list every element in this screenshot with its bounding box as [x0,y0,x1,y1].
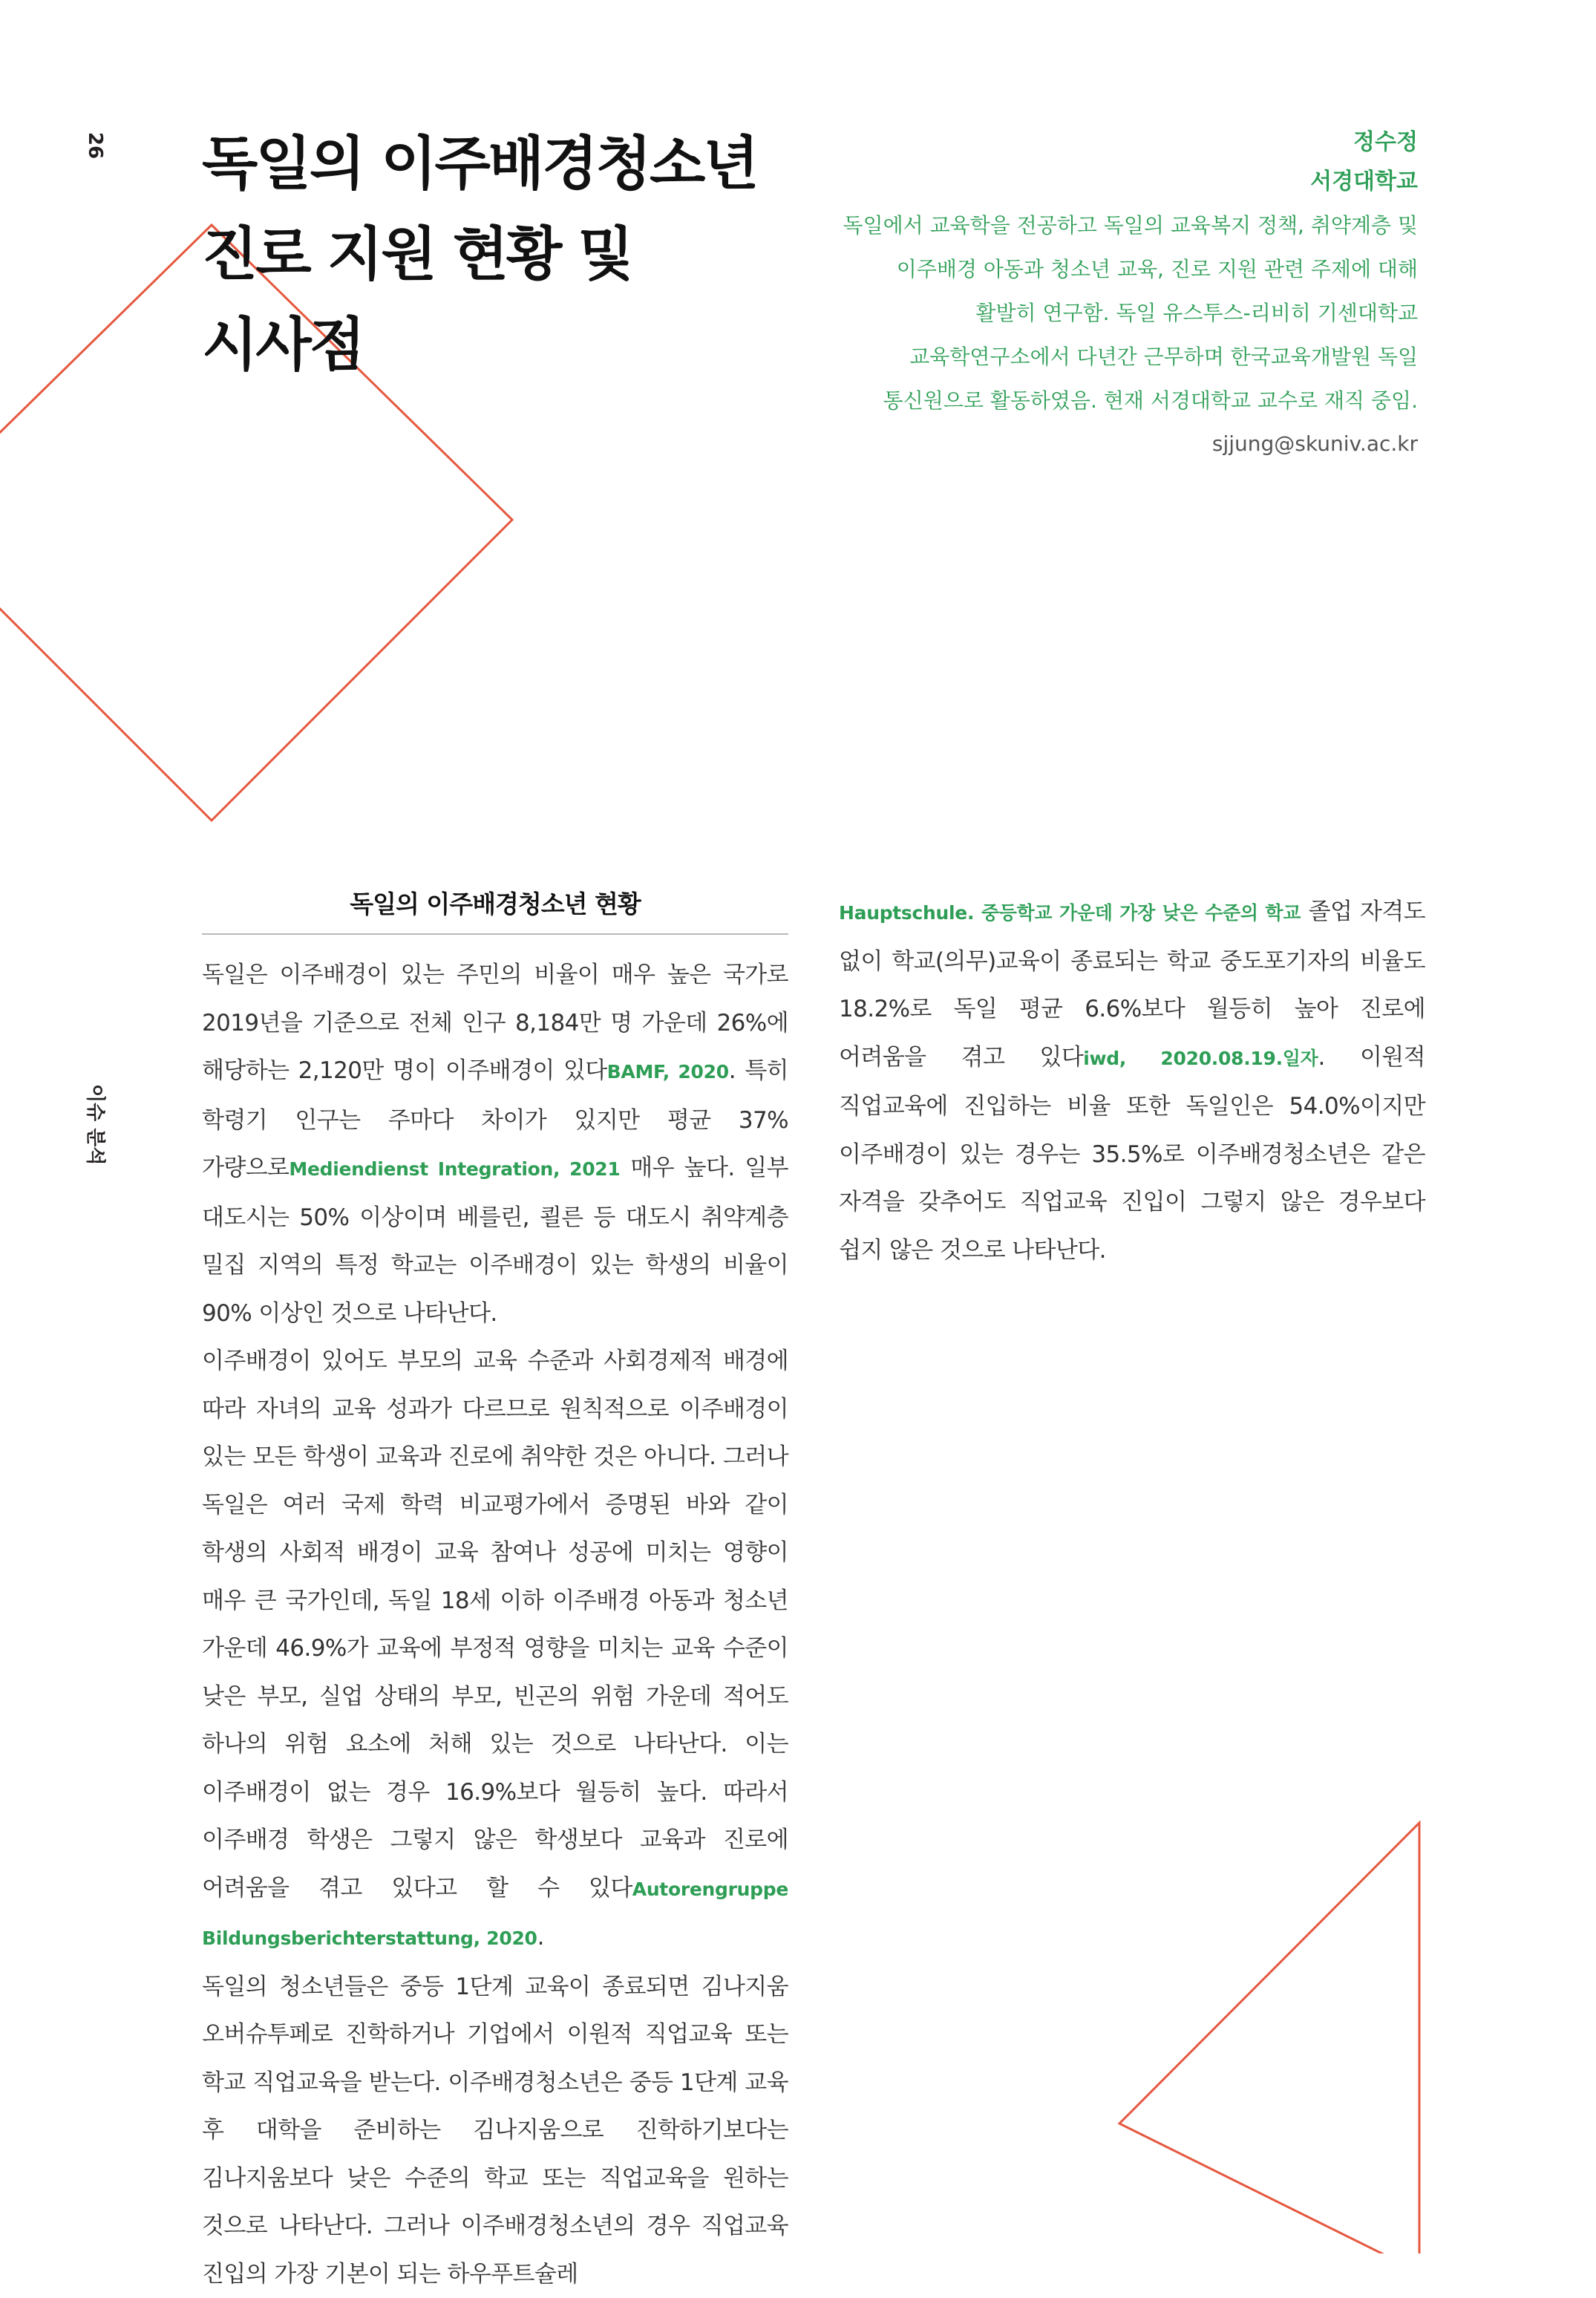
author-name: 정수정 [676,125,1418,160]
citation: Mediendienst Integration, 2021 [289,1158,620,1180]
body-paragraph [202,951,788,1337]
paragraph-text: 독일은 이주배경이 있는 주민의 비율이 매우 높은 국가로 2019년을 기준으로 전체 인구 8,184만 명 가운데 26%에 해당하는 2,120만 명이 이주배경이 있다 [202,962,788,1084]
author-bio-line: 통신원으로 활동하였음. 현재 서경대학교 교수로 재직 중임. [676,379,1418,422]
body-column-right [839,888,1425,1274]
triangle-outline [1119,1823,1419,2253]
section-tag: 이슈 분석 [80,1084,110,1143]
title-line: 독일의 이주배경청소년 [202,131,757,198]
paragraph-text: . 이원적 직업교육에 진입하는 비율 또한 독일인은 54.0%이지만 이주배경이 있는 경우는 35.5%로 이주배경청소년은 같은 자격을 갖추어도 직업교육 진입이 그렇지 않은 경우보다 쉽지 않은 것으로 나타난다. [839,1044,1425,1264]
title-line: 시사점 [202,312,363,379]
paragraph-text: 독일의 청소년들은 중등 1단계 교육이 종료되면 김나지움 오버슈투페로 진학하거나 기업에서 이원적 직업교육 또는 학교 직업교육을 받는다. 이주배경청소년은 중등 1단계 교육 후 대학을 준비하는 김나지움으로 진학하기보다는 김나지움보다 낮은 수준의 학교 또는 직업교육을 원하는 것으로 나타난다. 그러나 이주배경청소년의 경우 직업교육 진입의 가장 기본이 되는 하우푸트슐레 [202,1974,788,2288]
body-column-left [202,885,788,2298]
author-bio-line: 활발히 연구함. 독일 유스투스-리비히 기센대학교 [676,291,1418,335]
body-paragraph [839,888,1425,1274]
citation: BAMF, 2020 [607,1061,729,1083]
author-bio-line: 독일에서 교육학을 전공하고 독일의 교육복지 정책, 취약계층 및 [676,203,1418,247]
body-paragraph [202,1337,788,1963]
author-bio-line: 교육학연구소에서 다년간 근무하며 한국교육개발원 독일 [676,335,1418,379]
author-affiliation: 서경대학교 [676,160,1418,203]
author-bio [676,203,1418,422]
author-block [676,125,1418,466]
body-paragraph [202,1963,788,2298]
citation: Autorengruppe Bildungsberichterstattung, 2020 [202,1878,788,1950]
title-line: 진로 지원 현황 및 [202,221,632,288]
paragraph-text: 이주배경이 있어도 부모의 교육 수준과 사회경제적 배경에 따라 자녀의 교육 성과가 다르므로 원칙적으로 이주배경이 있는 모든 학생이 교육과 진로에 취약한 것은 아니다. 그러나 독일은 여러 국제 학력 비교평가에서 증명된 바와 같이 학생의 사회적 배경이 교육 참여나 성공에 미치는 영향이 매우 큰 국가인데, 독일 18세 이하 이주배경 아동과 청소년 가운데 46.9%가 교육에 부정적 영향을 미치는 교육 수준이 낮은 부모, 실업 상태의 부모, 빈곤의 위험 가운데 적어도 하나의 위험 요소에 처해 있는 것으로 나타난다. 이는 이주배경이 없는 경우 16.9%보다 월등히 높다. 따라서 이주배경 학생은 그렇지 않은 학생보다 교육과 진로에 어려움을 겪고 있다고 할 수 있다 [202,1348,788,1902]
author-email: sjjung@skuniv.ac.kr [676,422,1418,466]
author-bio-line: 이주배경 아동과 청소년 교육, 진로 지원 관련 주제에 대해 [676,247,1418,291]
paragraph-text: . 특히 학령기 인구는 주마다 차이가 있지만 평균 37%가량으로 [202,1057,788,1181]
paragraph-text: 매우 높다. 일부 대도시는 50% 이상이며 베를린, 쾰른 등 대도시 취약계층 밀집 지역의 특정 학교는 이주배경이 있는 학생의 비율이 90% 이상인 것으로 나타난다. [202,1155,788,1327]
citation: Hauptschule. 중등학교 가운데 가장 낮은 수준의 학교 [839,902,1301,924]
paragraph-text: 졸업 자격도 없이 학교(의무)교육이 종료되는 학교 중도포기자의 비율도 18.2%로 독일 평균 6.6%보다 월등히 높아 진로에 어려움을 겪고 있다 [839,898,1425,1071]
section-heading: 독일의 이주배경청소년 현황 [202,885,788,935]
page-number: 26 [80,131,110,160]
citation: iwd, 2020.08.19.일자 [1083,1048,1318,1069]
paragraph-text: . [537,1924,544,1951]
